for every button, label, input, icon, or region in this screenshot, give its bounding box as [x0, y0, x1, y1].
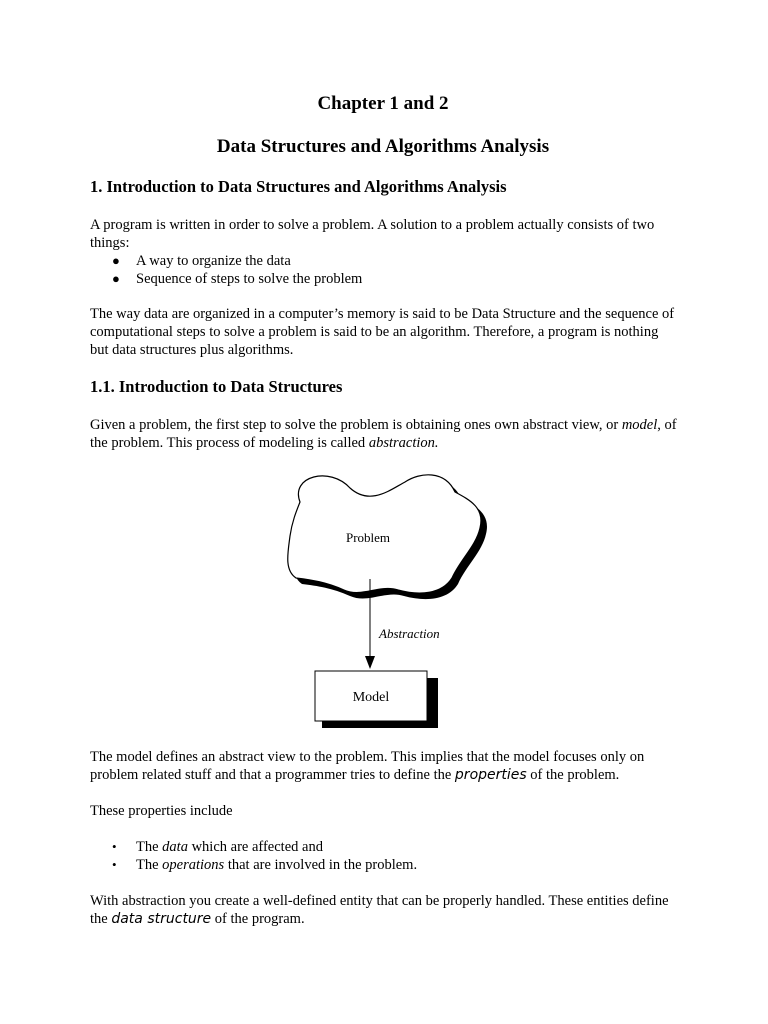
- section-1-bullet-list: [90, 252, 362, 288]
- list-item: • The data which are affected and: [112, 839, 323, 855]
- section-1-1-paragraph-2: The model defines an abstract view to the problem. This implies that the model focuses only on problem related stuff and that a programmer tries to define the properties of the problem.: [90, 749, 645, 783]
- model-label: Model: [352, 690, 390, 705]
- list-item: ● Sequence of steps to solve the problem: [112, 271, 363, 287]
- document-title: Data Structures and Algorithms Analysis: [216, 136, 550, 157]
- section-1-1-heading: 1.1. Introduction to Data Structures: [90, 377, 343, 396]
- bullet-icon: •: [112, 839, 117, 854]
- bullet-icon: ●: [112, 253, 120, 268]
- bullet-icon: ●: [112, 271, 120, 286]
- abstraction-label: Abstraction: [379, 626, 440, 641]
- abstraction-diagram: [270, 466, 490, 734]
- section-1-paragraph-2: The way data are organized in a computer’s memory is said to be Data Structure and the sequence of computational steps to solve a problem is said to be an algorithm. Therefore, a program is nothing but data structures plus algorithms.: [90, 306, 675, 358]
- bullet-icon: •: [112, 857, 117, 872]
- chapter-title: Chapter 1 and 2: [317, 93, 449, 114]
- list-item: ● A way to organize the data: [112, 253, 291, 269]
- section-1-heading: 1. Introduction to Data Structures and Algorithms Analysis: [90, 177, 507, 196]
- section-1-1-paragraph-4: With abstraction you create a well-defined entity that can be properly handled. These entities define the data structure of the program.: [90, 893, 669, 927]
- section-1-paragraph-1: A program is written in order to solve a problem. A solution to a problem actually consists of two things:: [90, 217, 655, 251]
- section-1-1-bullet-list: [90, 838, 417, 874]
- section-1-1-paragraph-1: Given a problem, the first step to solve the problem is obtaining ones own abstract view, or model, of the problem. This process of modeling is called abstraction.: [90, 417, 677, 451]
- arrowhead-icon: [365, 656, 375, 669]
- section-1-1-paragraph-3: These properties include: [90, 803, 233, 819]
- problem-label: Problem: [345, 530, 391, 545]
- list-item: • The operations that are involved in the problem.: [112, 857, 418, 873]
